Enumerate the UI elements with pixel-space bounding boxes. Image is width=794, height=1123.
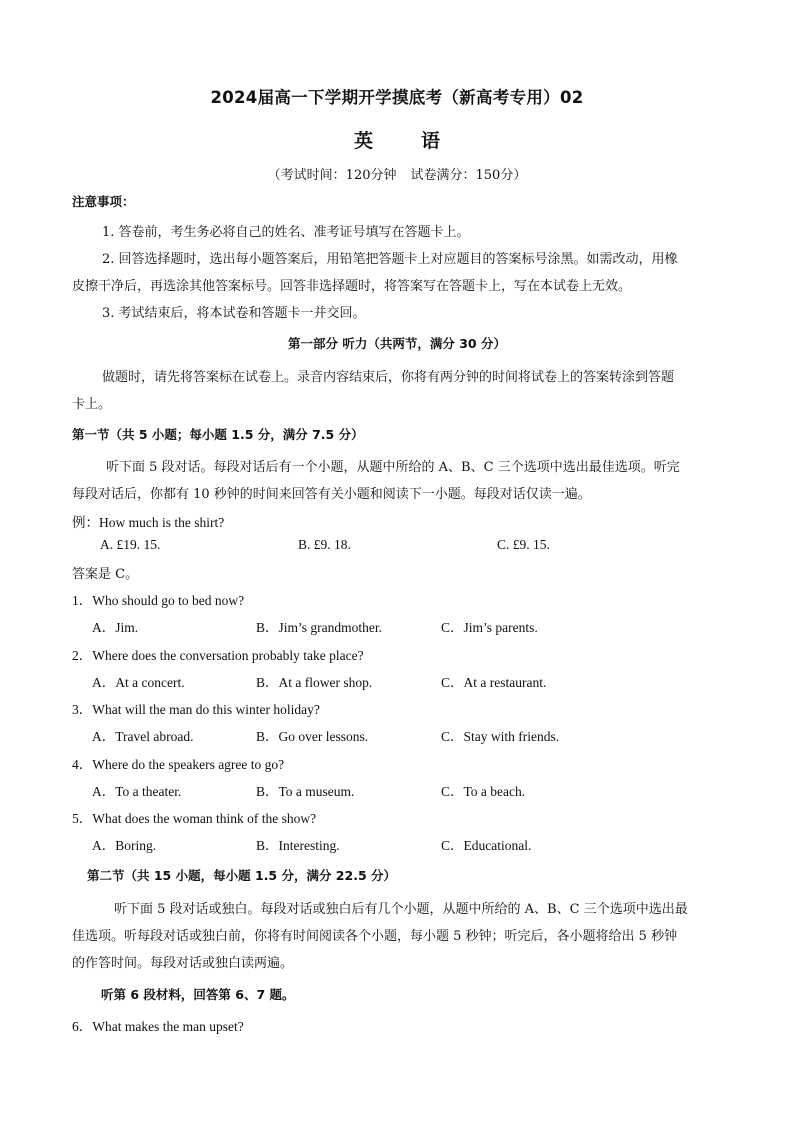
part1-intro-line-2: 卡上。 — [72, 397, 112, 412]
section2-title: 第二节（共 15 小题，每小题 1.5 分，满分 22.5 分） — [87, 868, 396, 883]
exam-info — [0, 164, 794, 183]
notice-item-2-line-2: 皮擦干净后，再选涂其他答案标号。回答非选择题时，将答案写在答题卡上，写在本试卷上无效。 — [72, 279, 632, 294]
section1-title: 第一节（共 5 小题；每小题 1.5 分，满分 7.5 分） — [72, 427, 364, 442]
question-4-option-b: B．To a museum. — [256, 784, 355, 799]
question-4-option-c: C．To a beach. — [441, 784, 526, 799]
question-3-option-a: A．Travel abroad. — [92, 729, 194, 744]
question-5-option-c: C．Educational. — [441, 838, 532, 853]
material-6-heading: 听第 6 段材料，回答第 6、7 题。 — [101, 987, 295, 1002]
section2-intro-line-3: 的作答时间。每段对话或独白读两遍。 — [72, 956, 294, 971]
notice-item-1: 1. 答卷前，考生务必将自己的姓名、准考证号填写在答题卡上。 — [102, 225, 470, 240]
question-2-option-c: C．At a restaurant. — [441, 675, 547, 690]
example-option-c: C. £9. 15. — [497, 537, 550, 552]
question-1-option-a: A．Jim. — [92, 620, 139, 635]
exam-score: 试卷满分：150分） — [410, 168, 527, 183]
example-option-b: B. £9. 18. — [298, 537, 351, 552]
example-question: 例：How much is the shirt? — [72, 515, 225, 530]
subject-char-left: 英 — [353, 130, 373, 152]
exam-time: （考试时间：120分钟 — [267, 168, 397, 183]
part1-title: 第一部分 听力（共两节，满分 30 分） — [288, 336, 506, 351]
question-5: 5．What does the woman think of the show? — [72, 811, 317, 826]
question-3-option-b: B．Go over lessons. — [256, 729, 369, 744]
question-2: 2．Where does the conversation probably take place? — [72, 648, 364, 663]
question-2-option-b: B．At a flower shop. — [256, 675, 373, 690]
notice-item-2-line-1: 2. 回答选择题时，选出每小题答案后，用铅笔把答题卡上对应题目的答案标号涂黑。如需改动，用橡 — [102, 252, 678, 267]
example-answer: 答案是 C。 — [72, 567, 139, 582]
subject-char-right: 语 — [421, 130, 441, 152]
section2-intro-line-1: 听下面 5 段对话或独白。每段对话或独白后有几个小题，从题中所给的 A、B、C 三个选项中选出最 — [114, 902, 688, 917]
question-4: 4．Where do the speakers agree to go? — [72, 757, 285, 772]
question-3-option-c: C．Stay with friends. — [441, 729, 560, 744]
question-6: 6．What makes the man upset? — [72, 1019, 244, 1034]
subject-title — [0, 126, 794, 153]
notice-item-3: 3. 考试结束后，将本试卷和答题卡一并交回。 — [102, 306, 366, 321]
question-3: 3．What will the man do this winter holiday? — [72, 702, 320, 717]
question-1: 1．Who should go to bed now? — [72, 593, 245, 608]
section1-intro-line-1: 听下面 5 段对话。每段对话后有一个小题，从题中所给的 A、B、C 三个选项中选出最佳选项。听完 — [106, 460, 680, 475]
notice-title: 注意事项： — [72, 194, 135, 209]
question-1-option-c: C．Jim’s parents. — [441, 620, 538, 635]
question-2-option-a: A．At a concert. — [92, 675, 185, 690]
question-5-option-b: B．Interesting. — [256, 838, 340, 853]
exam-title: 2024届高一下学期开学摸底考（新高考专用）02 — [210, 88, 584, 107]
question-1-option-b: B．Jim’s grandmother. — [256, 620, 382, 635]
section1-intro-line-2: 每段对话后，你都有 10 秒钟的时间来回答有关小题和阅读下一小题。每段对话仅读一遍。 — [72, 487, 591, 502]
section2-intro-line-2: 佳选项。听每段对话或独白前，你将有时间阅读各个小题，每小题 5 秒钟；听完后，各小题将给出 5 秒钟 — [72, 929, 678, 944]
question-4-option-a: A．To a theater. — [92, 784, 182, 799]
part1-intro-line-1: 做题时，请先将答案标在试卷上。录音内容结束后，你将有两分钟的时间将试卷上的答案转涂到答题 — [102, 370, 675, 385]
example-option-a: A. £19. 15. — [100, 537, 161, 552]
question-5-option-a: A．Boring. — [92, 838, 157, 853]
